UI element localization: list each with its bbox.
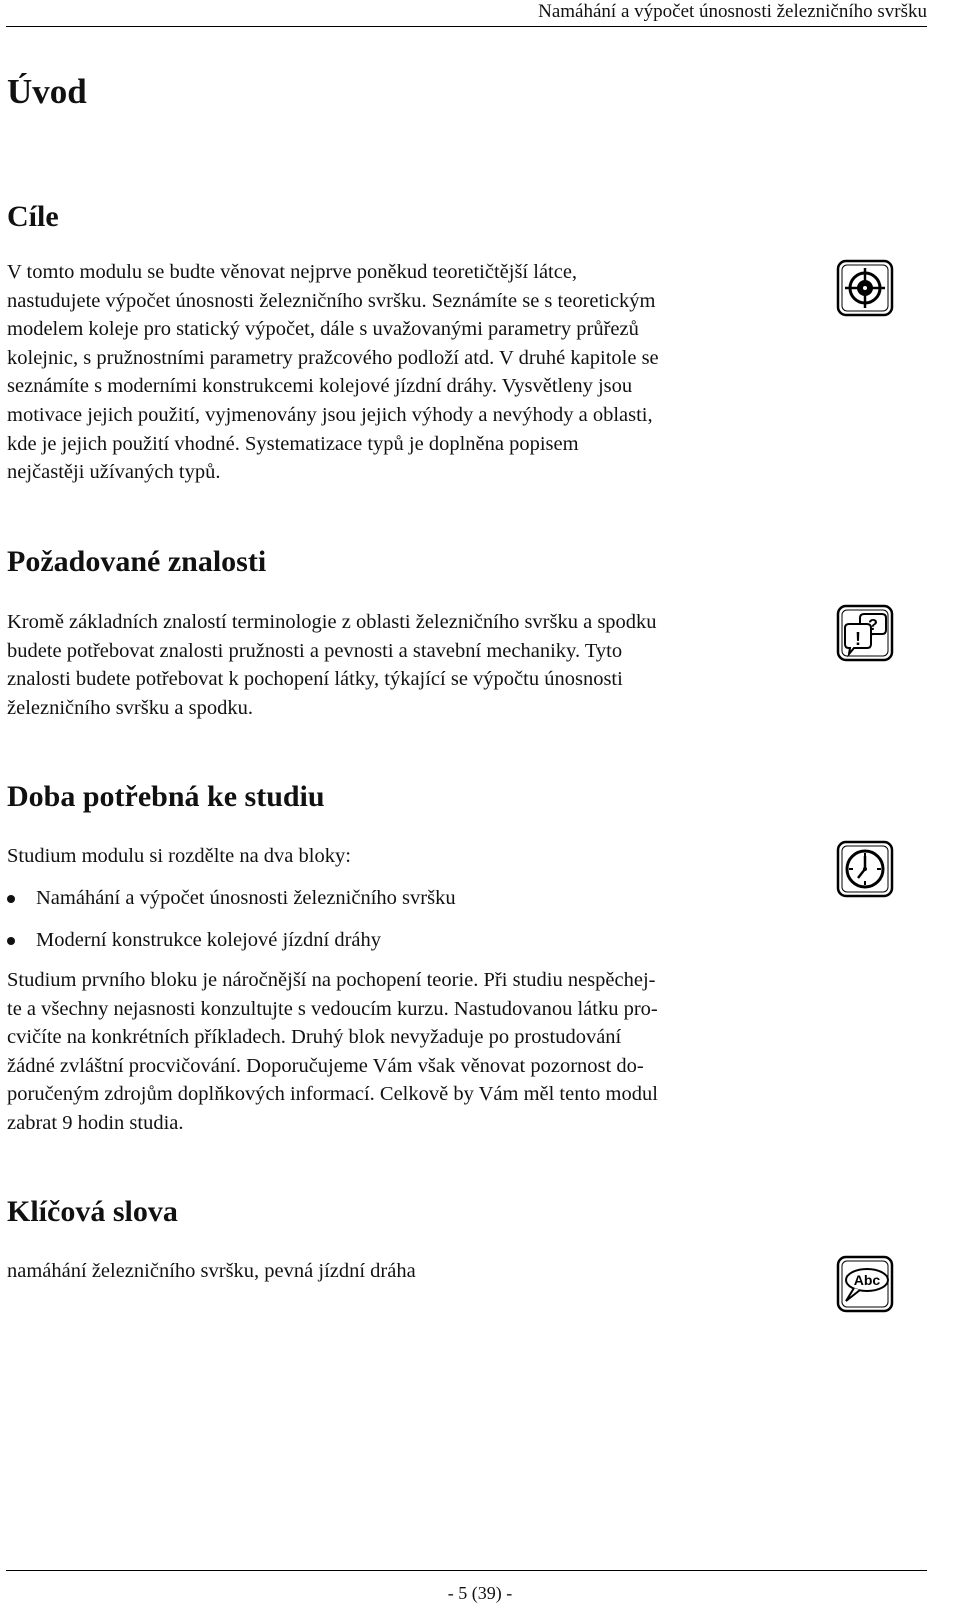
section-heading-znalosti: Požadované znalosti <box>7 545 267 578</box>
text-line: žádné zvláštní procvičování. Doporučujeme Vám však věnovat pozornost do- <box>7 1054 644 1077</box>
text-line: znalosti budete potřebovat k pochopení látky, týkající se výpočtu únosnosti <box>7 668 623 691</box>
section-heading-klicova-slova: Klíčová slova <box>7 1195 178 1228</box>
header-rule <box>6 26 927 27</box>
paragraph-cile <box>7 258 807 487</box>
clock-icon <box>836 840 894 898</box>
text-line: V tomto modulu se budte věnovat nejprve poněkud teoretičtější látce, <box>7 261 578 283</box>
bullet-dot <box>7 937 15 945</box>
section-heading-cile: Cíle <box>7 200 59 233</box>
svg-text:?: ? <box>868 617 878 634</box>
text-line: motivace jejich použití, vyjmenovány jsou jejich výhody a nevýhody a oblasti, <box>7 403 653 426</box>
abc-icon <box>836 1255 894 1313</box>
paragraph-znalosti <box>7 608 807 722</box>
text-line: cvičíte na konkrétních příkladech. Druhý blok nevyžaduje po prostudování <box>7 1026 622 1049</box>
text-line: nejčastěji užívaných typů. <box>7 461 221 484</box>
bullet-text: Namáhání a výpočet únosnosti železničního svršku <box>36 887 456 909</box>
text-line: Kromě základních znalostí terminologie z oblasti železničního svršku a spodku <box>7 611 657 633</box>
text-line: kolejnic, s pružnostními parametry pražcového podloží atd. V druhé kapitole se <box>7 346 659 369</box>
paragraph-doba-intro: Studium modulu si rozdělte na dva bloky: <box>7 845 351 867</box>
text-line: kde je jejich použití vhodné. Systematizace typů je doplněna popisem <box>7 432 579 455</box>
text-line: nastudujete výpočet únosnosti železničního svršku. Seznámíte se s teoretickým <box>7 289 656 312</box>
running-header: Namáhání a výpočet únosnosti železničního svršku <box>538 1 927 22</box>
text-line: budete potřebovat znalosti pružnosti a pevnosti a stavební mechaniky. Tyto <box>7 639 623 662</box>
text-line: Studium prvního bloku je náročnější na pochopení teorie. Při studiu nespěchej- <box>7 969 656 991</box>
bullet-dot <box>7 895 15 903</box>
text-line: zabrat 9 hodin studia. <box>7 1111 184 1134</box>
text-line: seznámíte s moderními konstrukcemi kolejové jízdní dráhy. Vysvětleny jsou <box>7 375 633 398</box>
text-line: železničního svršku a spodku. <box>7 696 253 719</box>
target-icon <box>836 259 894 317</box>
question-exclamation-icon <box>836 604 894 662</box>
bullet-text: Moderní konstrukce kolejové jízdní dráhy <box>36 929 381 951</box>
paragraph-doba <box>7 966 807 1138</box>
page-title: Úvod <box>7 72 87 111</box>
section-heading-doba: Doba potřebná ke studiu <box>7 780 325 813</box>
text-line: poručeným zdrojům doplňkových informací. Celkově by Vám měl tento modul <box>7 1083 658 1106</box>
svg-text:!: ! <box>855 629 861 649</box>
text-line: te a všechny nejasnosti konzultujte s vedoucím kurzu. Nastudovanou látku pro- <box>7 997 658 1020</box>
page-number: - 5 (39) - <box>447 1583 513 1603</box>
text-line: modelem koleje pro statický výpočet, dále s uvažovanými parametry průřezů <box>7 318 639 341</box>
footer-rule <box>6 1570 927 1571</box>
abc-icon-text: Abc <box>853 1272 881 1288</box>
paragraph-klicova-slova: namáhání železničního svršku, pevná jízdní dráha <box>7 1260 416 1282</box>
